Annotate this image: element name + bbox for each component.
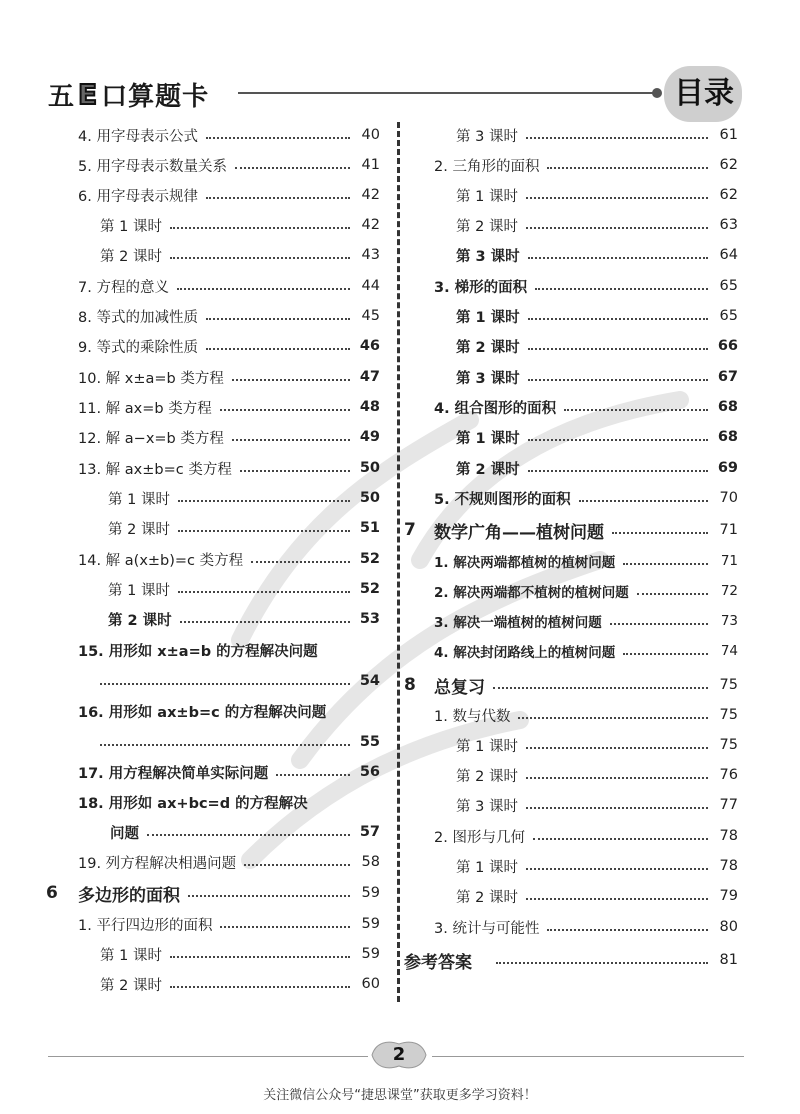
leader-dots [528, 470, 708, 472]
toc-entry[interactable] [78, 457, 380, 479]
entry-title: 3. 解决一端植树的植树问题 [434, 615, 602, 631]
leader-dots [535, 288, 708, 290]
leader-dots [232, 439, 350, 441]
toc-entry[interactable] [78, 639, 380, 661]
entry-page: 59 [361, 885, 380, 901]
leader-dots [623, 653, 708, 655]
toc-entry[interactable] [108, 578, 380, 600]
toc-entry[interactable] [100, 973, 380, 995]
entry-title: 第 1 课时 [456, 309, 520, 326]
entry-page: 80 [719, 919, 738, 935]
toc-entry[interactable] [78, 548, 380, 570]
entry-title: 16. 用形如 ax±b=c 的方程解决问题 [78, 704, 327, 721]
entry-title: 问题 [110, 825, 139, 842]
toc-entry[interactable] [456, 305, 738, 327]
entry-title: 第 2 课时 [456, 339, 520, 356]
entry-page: 57 [359, 824, 380, 840]
toc-chapter[interactable] [434, 519, 738, 541]
leader-dots [170, 227, 350, 229]
entry-page: 70 [719, 490, 738, 506]
entry-title: 5. 用字母表示数量关系 [78, 158, 227, 175]
entry-title: 第 1 课时 [100, 947, 162, 964]
entry-page: 54 [359, 673, 380, 689]
leader-dots [206, 137, 350, 139]
leader-dots [206, 318, 350, 320]
toc-entry-continued[interactable] [100, 670, 380, 692]
leader-dots [206, 348, 350, 350]
leader-dots [220, 409, 350, 411]
entry-page: 79 [719, 888, 738, 904]
toc-entry[interactable] [78, 791, 380, 813]
leader-dots [100, 683, 350, 685]
toc-entry[interactable] [456, 335, 738, 357]
toc-entry[interactable] [78, 761, 380, 783]
footer-note: 关注微信公众号“捷思课堂”获取更多学习资料！ [263, 1088, 537, 1103]
leader-dots [178, 591, 350, 593]
entry-page: 68 [717, 429, 738, 445]
footer-rule-right [432, 1056, 744, 1057]
entry-title: 第 1 课时 [456, 738, 518, 755]
toc-entry[interactable] [78, 366, 380, 388]
entry-title: 第 3 课时 [456, 128, 518, 145]
page-header [0, 0, 800, 125]
leader-dots [528, 348, 708, 350]
toc-entry[interactable] [108, 608, 380, 630]
toc-title: 目录 [674, 76, 734, 111]
toc-entry[interactable] [78, 913, 380, 935]
entry-page: 68 [717, 399, 738, 415]
toc-entry[interactable] [456, 734, 738, 756]
leader-dots [533, 838, 708, 840]
entry-title: 3. 梯形的面积 [434, 279, 528, 296]
chapter-title: 参考答案 [404, 952, 472, 973]
entry-page: 62 [719, 187, 738, 203]
leader-dots [178, 500, 350, 502]
entry-page: 50 [359, 460, 380, 476]
chapter-title: 多边形的面积 [78, 885, 180, 906]
entry-page: 50 [359, 490, 380, 506]
leader-dots [100, 744, 350, 746]
leader-dots [147, 834, 350, 836]
entry-title: 2. 解决两端都不植树的植树问题 [434, 585, 629, 601]
entry-title: 3. 统计与可能性 [434, 920, 540, 937]
toc-entry[interactable] [456, 794, 738, 816]
entry-title: 19. 列方程解决相遇问题 [78, 855, 237, 872]
entry-title: 第 2 课时 [108, 521, 170, 538]
leader-dots [526, 747, 708, 749]
entry-page: 52 [359, 551, 380, 567]
leader-dots [496, 962, 708, 964]
toc-entry[interactable] [434, 154, 738, 176]
entry-page: 69 [717, 460, 738, 476]
leader-dots [188, 895, 350, 897]
toc-entry[interactable] [456, 366, 738, 388]
entry-page: 66 [717, 338, 738, 354]
toc-entry[interactable] [108, 487, 380, 509]
toc-entry[interactable] [78, 335, 380, 357]
entry-page: 56 [359, 764, 380, 780]
entry-title: 第 2 课时 [456, 218, 518, 235]
leader-dots [612, 532, 708, 534]
entry-title: 第 1 课时 [456, 859, 518, 876]
leader-dots [220, 926, 350, 928]
entry-title: 13. 解 ax±b=c 类方程 [78, 461, 232, 478]
leader-dots [526, 137, 708, 139]
entry-page: 63 [719, 217, 738, 233]
brand-letter: E [78, 77, 99, 111]
toc-entry[interactable] [456, 214, 738, 236]
entry-page: 58 [361, 854, 380, 870]
toc-entry[interactable] [456, 457, 738, 479]
column-divider [397, 122, 400, 1002]
entry-title: 1. 数与代数 [434, 708, 511, 725]
toc-chapter-answers[interactable] [404, 949, 738, 971]
chapter-number [404, 674, 428, 696]
entry-page: 81 [719, 952, 738, 968]
footer-rule-left [48, 1056, 368, 1057]
toc-entry[interactable] [78, 426, 380, 448]
entry-title: 17. 用方程解决简单实际问题 [78, 765, 269, 782]
entry-title: 8. 等式的加减性质 [78, 309, 198, 326]
chapter-number [46, 882, 70, 904]
entry-title: 6. 用字母表示规律 [78, 188, 198, 205]
leader-dots [579, 500, 708, 502]
leader-dots [528, 439, 708, 441]
leader-dots [526, 197, 708, 199]
entry-page: 65 [719, 308, 738, 324]
leader-dots [526, 227, 708, 229]
entry-page: 41 [361, 157, 380, 173]
toc-chapter[interactable] [78, 882, 380, 904]
leader-dots [206, 197, 350, 199]
leader-dots [623, 563, 708, 565]
toc-entry[interactable] [78, 305, 380, 327]
entry-page: 47 [359, 369, 380, 385]
leader-dots [518, 717, 708, 719]
leader-dots [240, 470, 350, 472]
entry-page: 49 [359, 429, 380, 445]
toc-entry[interactable] [456, 184, 738, 206]
toc-entry[interactable] [100, 943, 380, 965]
toc-entry[interactable] [434, 396, 738, 418]
toc-entry[interactable] [434, 550, 738, 572]
toc-entry[interactable] [434, 487, 738, 509]
entry-page: 71 [720, 553, 738, 569]
entry-page: 59 [361, 916, 380, 932]
entry-title: 4. 解决封闭路线上的植树问题 [434, 645, 616, 661]
entry-title: 14. 解 a(x±b)=c 类方程 [78, 552, 244, 569]
entry-page: 74 [720, 643, 738, 659]
entry-page: 62 [719, 157, 738, 173]
chapter-title: 数学广角——植树问题 [434, 522, 604, 543]
leader-dots [528, 379, 708, 381]
entry-page: 43 [361, 247, 380, 263]
toc-entry[interactable] [456, 244, 738, 266]
entry-page: 51 [359, 520, 380, 536]
leader-dots [170, 257, 350, 259]
entry-page: 42 [361, 187, 380, 203]
toc-entry[interactable] [434, 275, 738, 297]
entry-page: 55 [359, 734, 380, 750]
toc-entry[interactable] [456, 885, 738, 907]
entry-page: 61 [719, 127, 738, 143]
leader-dots [244, 864, 350, 866]
chapter-number-text: 6 [46, 883, 58, 903]
entry-page: 48 [359, 399, 380, 415]
leader-dots [547, 929, 708, 931]
toc-entry[interactable] [456, 764, 738, 786]
entry-page: 59 [361, 946, 380, 962]
entry-page: 40 [361, 127, 380, 143]
entry-title: 第 3 课时 [456, 370, 520, 387]
brand-prefix: 五 [48, 81, 76, 112]
entry-page: 45 [361, 308, 380, 324]
entry-page: 53 [359, 611, 380, 627]
toc-entry[interactable] [78, 154, 380, 176]
leader-dots [493, 687, 708, 689]
entry-title: 1. 解决两端都植树的植树问题 [434, 555, 616, 571]
entry-page: 71 [719, 522, 738, 538]
entry-title: 2. 三角形的面积 [434, 158, 540, 175]
toc-entry[interactable] [78, 275, 380, 297]
entry-title: 1. 平行四边形的面积 [78, 917, 213, 934]
entry-title: 第 2 课时 [100, 977, 162, 994]
toc-entry[interactable] [100, 214, 380, 236]
entry-page: 65 [719, 278, 738, 294]
toc-entry-continued[interactable] [100, 731, 380, 753]
entry-title: 2. 图形与几何 [434, 829, 525, 846]
entry-page: 64 [719, 247, 738, 263]
entry-title: 4. 用字母表示公式 [78, 128, 198, 145]
toc-entry[interactable] [78, 396, 380, 418]
entry-title: 第 2 课时 [456, 889, 518, 906]
entry-page: 60 [361, 976, 380, 992]
entry-title: 5. 不规则图形的面积 [434, 491, 571, 508]
entry-title: 第 1 课时 [108, 582, 170, 599]
entry-title: 第 1 课时 [456, 188, 518, 205]
entry-title: 7. 方程的意义 [78, 279, 169, 296]
book-brand-title [48, 74, 209, 114]
leader-dots [528, 257, 708, 259]
entry-title: 18. 用形如 ax+bc=d 的方程解决 [78, 795, 308, 812]
entry-page: 77 [719, 797, 738, 813]
entry-title: 第 3 课时 [456, 798, 518, 815]
entry-page: 46 [359, 338, 380, 354]
toc-entry[interactable] [78, 184, 380, 206]
leader-dots [276, 774, 350, 776]
chapter-number [404, 519, 428, 541]
entry-title: 10. 解 x±a=b 类方程 [78, 370, 224, 387]
toc-entry[interactable] [434, 916, 738, 938]
leader-dots [526, 898, 708, 900]
entry-page: 52 [359, 581, 380, 597]
entry-title: 第 2 课时 [100, 248, 162, 265]
chapter-title: 总复习 [434, 677, 485, 698]
toc-entry-continued[interactable] [110, 821, 380, 843]
entry-title: 第 1 课时 [108, 491, 170, 508]
entry-title: 15. 用形如 x±a=b 的方程解决问题 [78, 643, 318, 660]
leader-dots [180, 621, 350, 623]
leader-dots [235, 167, 350, 169]
toc-entry[interactable] [108, 517, 380, 539]
entry-page: 73 [720, 613, 738, 629]
entry-page: 44 [361, 278, 380, 294]
toc-entry[interactable] [456, 855, 738, 877]
leader-dots [170, 986, 350, 988]
leader-dots [564, 409, 708, 411]
entry-page: 78 [719, 858, 738, 874]
leader-dots [637, 593, 708, 595]
page-number: 2 [392, 1044, 406, 1065]
leader-dots [251, 561, 350, 563]
brand-suffix: 口算题卡 [101, 81, 210, 112]
entry-page: 78 [719, 828, 738, 844]
leader-dots [528, 318, 708, 320]
entry-title: 第 2 课时 [108, 612, 172, 629]
entry-title: 第 1 课时 [100, 218, 162, 235]
toc-entry[interactable] [456, 124, 738, 146]
chapter-number-text: 8 [404, 675, 416, 695]
entry-title: 9. 等式的乘除性质 [78, 339, 198, 356]
header-rule [238, 92, 658, 94]
toc-entry[interactable] [78, 700, 380, 722]
leader-dots [232, 379, 350, 381]
toc-entry[interactable] [78, 851, 380, 873]
toc-entry[interactable] [434, 704, 738, 726]
toc-entry[interactable] [434, 610, 738, 632]
entry-page: 75 [719, 677, 738, 693]
leader-dots [547, 167, 708, 169]
entry-page: 76 [719, 767, 738, 783]
toc-entry[interactable] [100, 244, 380, 266]
leader-dots [526, 807, 708, 809]
toc-entry[interactable] [78, 124, 380, 146]
entry-title: 11. 解 ax=b 类方程 [78, 400, 212, 417]
entry-title: 第 1 课时 [456, 430, 520, 447]
entry-title: 第 2 课时 [456, 461, 520, 478]
entry-page: 75 [719, 707, 738, 723]
leader-dots [526, 868, 708, 870]
leader-dots [526, 777, 708, 779]
entry-page: 42 [361, 217, 380, 233]
toc-entry[interactable] [434, 825, 738, 847]
entry-title: 第 2 课时 [456, 768, 518, 785]
leader-dots [610, 623, 708, 625]
toc-chapter[interactable] [434, 674, 738, 696]
entry-title: 12. 解 a−x=b 类方程 [78, 430, 224, 447]
entry-page: 67 [717, 369, 738, 385]
entry-page: 72 [720, 583, 738, 599]
entry-page: 75 [719, 737, 738, 753]
leader-dots [177, 288, 350, 290]
header-rule-dot [652, 88, 662, 98]
chapter-number-text: 7 [404, 520, 416, 540]
leader-dots [170, 956, 350, 958]
toc-entry[interactable] [456, 426, 738, 448]
toc-entry[interactable] [434, 580, 738, 602]
leader-dots [178, 530, 350, 532]
entry-title: 第 3 课时 [456, 248, 520, 265]
entry-title: 4. 组合图形的面积 [434, 400, 557, 417]
toc-entry[interactable] [434, 640, 738, 662]
